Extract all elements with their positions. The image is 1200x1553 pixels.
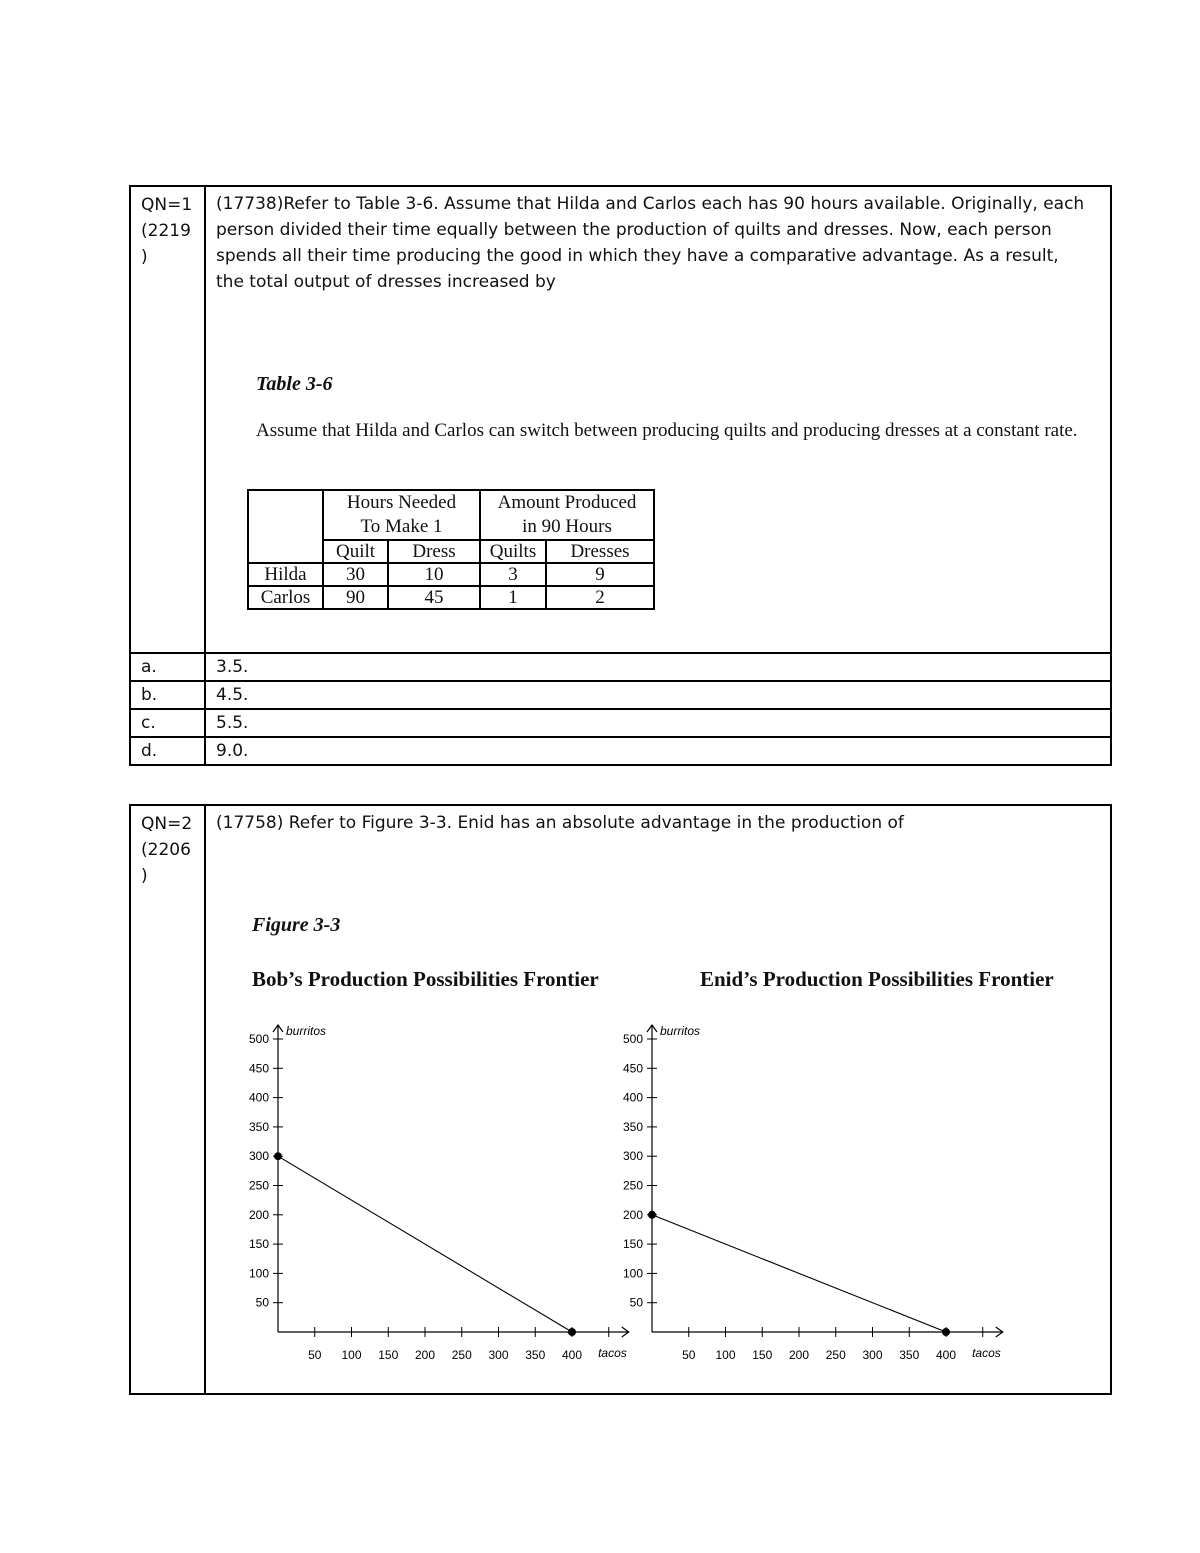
option-d-row[interactable] — [131, 738, 1110, 764]
bob-ppf-chart — [246, 1006, 646, 1376]
y-tick-label: 500 — [248, 1032, 269, 1046]
figure-title: Figure 3-3 — [252, 914, 341, 936]
option-text: 4.5. — [216, 685, 249, 705]
y-tick-label: 400 — [622, 1090, 643, 1105]
x-tick-label: 200 — [414, 1348, 436, 1362]
table-row — [248, 586, 654, 609]
x-tick-label: 350 — [525, 1348, 546, 1362]
question-1-number: QN=1 (2219 ) — [131, 187, 206, 652]
table-cell: 10 — [388, 563, 480, 586]
question-1-stem-row — [131, 187, 1110, 654]
option-c-row[interactable] — [131, 710, 1110, 738]
y-tick-label: 50 — [255, 1295, 269, 1310]
y-tick-label: 150 — [622, 1237, 643, 1252]
table-cell: 45 — [388, 586, 480, 609]
table-cell: 9 — [546, 563, 654, 586]
x-tick-label: 400 — [935, 1348, 957, 1362]
bob-ppf-title: Bob’s Production Possibilities Frontier — [252, 967, 599, 991]
table-corner-cell — [248, 490, 323, 563]
table-row — [248, 563, 654, 586]
table-cell: 1 — [480, 586, 546, 609]
y-tick-label: 100 — [248, 1266, 269, 1281]
y-tick-label: 300 — [248, 1149, 269, 1164]
table-subheader: Quilts — [480, 540, 546, 563]
table-group-header-hours: Hours Needed To Make 1 — [323, 490, 480, 540]
table-group-header-amount: Amount Produced in 90 Hours — [480, 490, 654, 540]
y-tick-label: 150 — [248, 1237, 269, 1252]
x-tick-label: 250 — [825, 1348, 846, 1362]
table-subheader: Quilt — [323, 540, 388, 563]
x-tick-label: 100 — [715, 1348, 736, 1362]
question-2-body — [206, 806, 1110, 1393]
x-tick-label: 300 — [862, 1348, 883, 1362]
option-letter: d. — [131, 738, 206, 764]
x-tick-label: 50 — [308, 1348, 322, 1362]
table-subheader: Dresses — [546, 540, 654, 563]
table-cell: 2 — [546, 586, 654, 609]
y-tick-label: 200 — [248, 1207, 269, 1222]
ppf-endpoint — [942, 1328, 950, 1336]
y-tick-label: 200 — [622, 1207, 643, 1222]
data-table — [247, 489, 655, 610]
option-text: 5.5. — [216, 713, 249, 733]
x-tick-label: 200 — [788, 1348, 810, 1362]
question-1-box — [129, 185, 1112, 766]
enid-ppf-chart — [620, 1006, 1020, 1376]
y-tick-label: 500 — [622, 1032, 643, 1046]
y-tick-label: 350 — [248, 1119, 269, 1134]
table-cell: 30 — [323, 563, 388, 586]
y-tick-label: 350 — [622, 1119, 643, 1134]
question-1-text: (17738)Refer to Table 3-6. Assume that Hilda and Carlos each has 90 hours available. Originally, each person divided their time equally between the production of quilts and dresses. Now, each person spends all their time producing the good in which they have a comparative advantage. As a result, the total output of dresses increased by — [216, 194, 1085, 292]
y-tick-label: 450 — [622, 1061, 643, 1076]
x-tick-label: 300 — [488, 1348, 509, 1362]
ppf-endpoint — [648, 1211, 656, 1219]
table-row-label: Carlos — [248, 586, 323, 609]
table-header-row — [248, 490, 654, 540]
ppf-line — [278, 1156, 572, 1332]
question-1-body — [206, 187, 1110, 652]
y-axis-label: burritos — [660, 1024, 701, 1038]
option-a-row[interactable] — [131, 654, 1110, 682]
question-2-text: (17758) Refer to Figure 3-3. Enid has an absolute advantage in the production of — [216, 813, 904, 833]
y-tick-label: 300 — [622, 1149, 643, 1164]
table-note: Assume that Hilda and Carlos can switch between producing quilts and producing dresses at a constant rate. — [256, 420, 1078, 441]
x-tick-label: 400 — [561, 1348, 583, 1362]
x-tick-label: 250 — [451, 1348, 472, 1362]
y-axis-label: burritos — [286, 1024, 327, 1038]
y-tick-label: 100 — [622, 1266, 643, 1281]
x-axis-label: tacos — [972, 1346, 1001, 1360]
option-b-row[interactable] — [131, 682, 1110, 710]
table-title: Table 3-6 — [256, 373, 333, 395]
question-2-stem-row — [131, 806, 1110, 1393]
option-text: 9.0. — [216, 741, 249, 761]
option-text: 3.5. — [216, 657, 249, 677]
x-tick-label: 100 — [341, 1348, 362, 1362]
question-2-box — [129, 804, 1112, 1395]
question-2-number: QN=2 (2206 ) — [131, 806, 206, 1393]
option-letter: b. — [131, 682, 206, 708]
y-tick-label: 450 — [248, 1061, 269, 1076]
x-tick-label: 50 — [682, 1348, 696, 1362]
ppf-endpoint — [274, 1152, 282, 1160]
y-tick-label: 400 — [248, 1090, 269, 1105]
table-row-label: Hilda — [248, 563, 323, 586]
option-letter: c. — [131, 710, 206, 736]
y-tick-label: 250 — [622, 1178, 643, 1193]
ppf-line — [652, 1215, 946, 1332]
x-axis-label: tacos — [598, 1346, 627, 1360]
table-cell: 90 — [323, 586, 388, 609]
option-letter: a. — [131, 654, 206, 680]
y-tick-label: 50 — [629, 1295, 643, 1310]
x-tick-label: 350 — [899, 1348, 920, 1362]
x-tick-label: 150 — [378, 1348, 399, 1362]
ppf-endpoint — [568, 1328, 576, 1336]
table-cell: 3 — [480, 563, 546, 586]
enid-ppf-title: Enid’s Production Possibilities Frontier — [700, 967, 1054, 991]
y-tick-label: 250 — [248, 1178, 269, 1193]
table-subheader: Dress — [388, 540, 480, 563]
x-tick-label: 150 — [752, 1348, 773, 1362]
